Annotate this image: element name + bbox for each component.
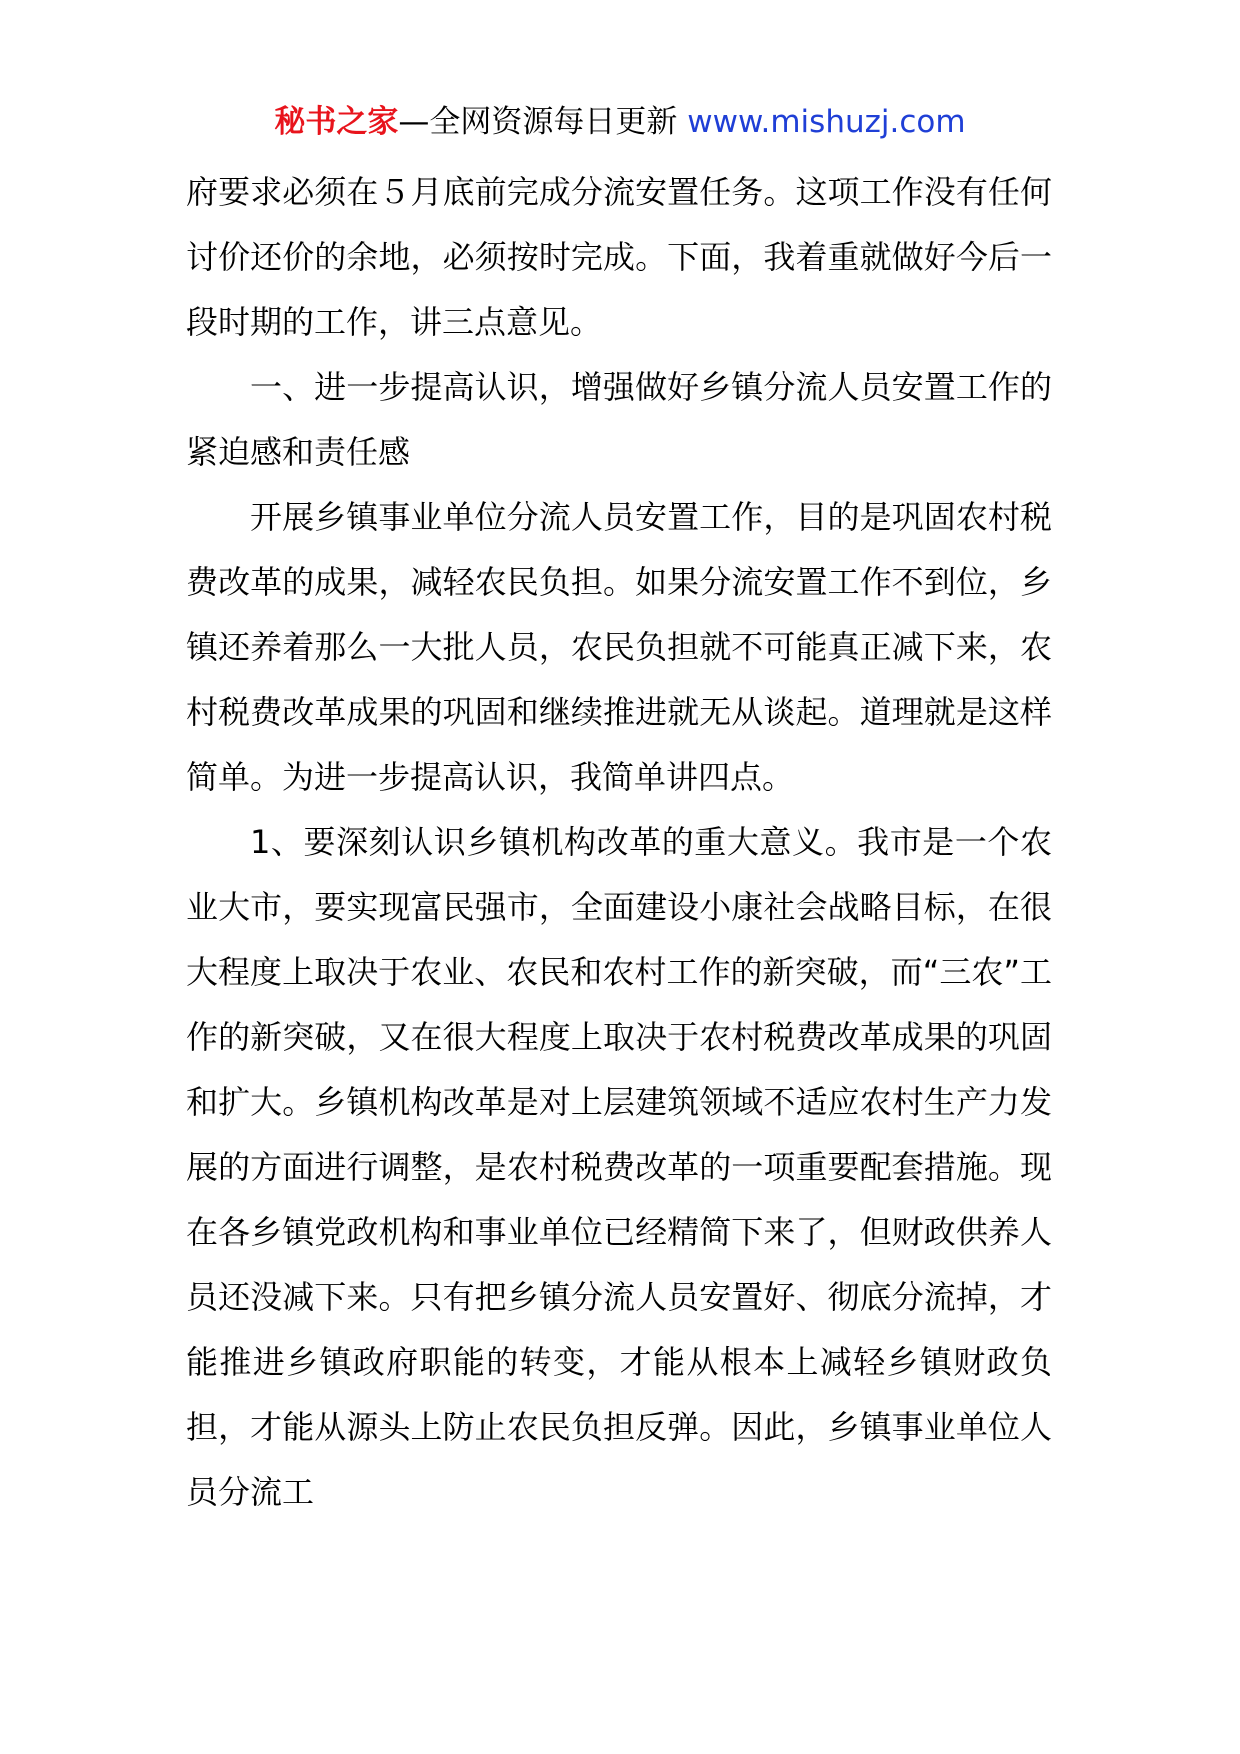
body-paragraph: 开展乡镇事业单位分流人员安置工作，目的是巩固农村税费改革的成果，减轻农民负担。如果分流安置工作不到位，乡镇还养着那么一大批人员，农民负担就不可能真正减下来，农村税费改革成果的巩固和继续推进就无从谈起。道理就是这样简单。为进一步提高认识，我简单讲四点。 (186, 498, 1052, 796)
body-paragraph: 1、要深刻认识乡镇机构改革的重大意义。我市是一个农业大市，要实现富民强市，全面建设小康社会战略目标，在很大程度上取决于农业、农民和农村工作的新突破，而“三农”工作的新突破，又在很大程度上取决于农村税费改革成果的巩固和扩大。乡镇机构改革是对上层建筑领域不适应农村生产力发展的方面进行调整，是农村税费改革的一项重要配套措施。现在各乡镇党政机构和事业单位已经精简下来了，但财政供养人员还没减下来。只有把乡镇分流人员安置好、彻底分流掉，才能推进乡镇政府职能的转变，才能从根本上减轻乡镇财政负担，才能从源头上防止农民负担反弹。因此，乡镇事业单位人员分流工 (186, 823, 1052, 1511)
document-body (186, 160, 1052, 1525)
website-link[interactable]: www.mishuzj.com (687, 104, 966, 140)
section-heading: 一、进一步提高认识，增强做好乡镇分流人员安置工作的紧迫感和责任感 (186, 368, 1052, 471)
header-tagline: —全网资源每日更新 (398, 104, 678, 140)
paragraph-continuation: 府要求必须在５月底前完成分流安置任务。这项工作没有任何讨价还价的余地，必须按时完成。下面，我着重就做好今后一段时期的工作，讲三点意见。 (186, 173, 1052, 341)
page-header (0, 100, 1240, 144)
brand-name: 秘书之家 (274, 104, 399, 140)
